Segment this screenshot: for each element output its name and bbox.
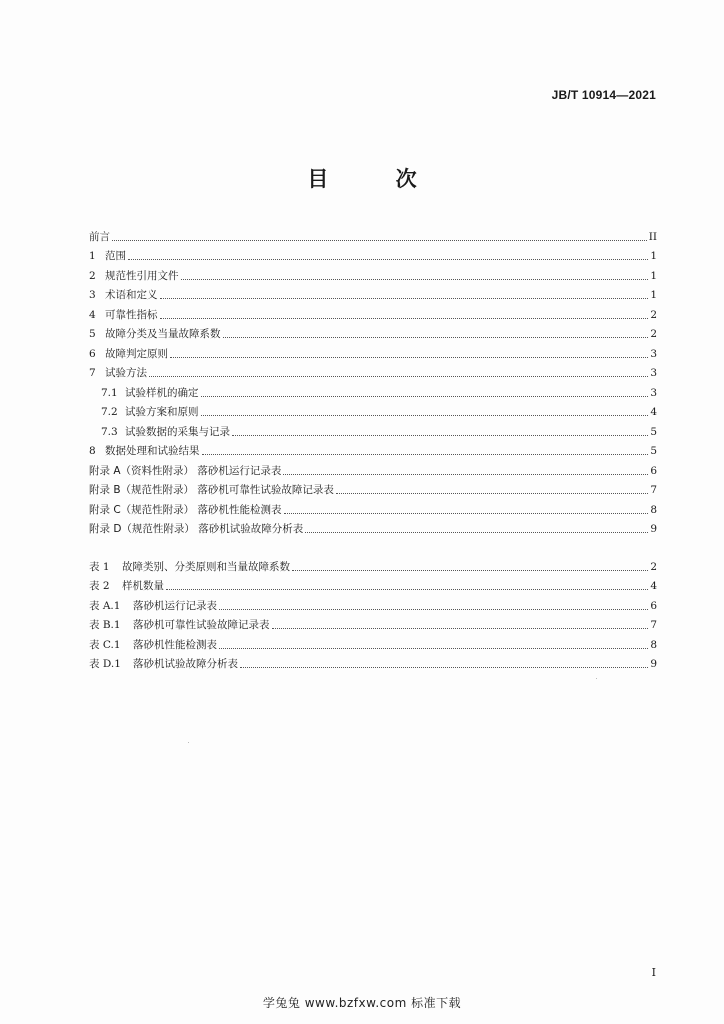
toc-entry-label: 术语和定义 [105,289,158,301]
toc-table-c1[interactable] [89,632,657,652]
toc-leader-dots [272,627,649,629]
toc-entry-label: 可靠性指标 [105,308,158,321]
toc-entry-label: 故障类别、分类原则和当量故障系数 [122,560,290,573]
toc-entry-page: 8 [650,638,657,651]
toc-table-d1[interactable] [89,652,657,672]
toc-entry-page: 1 [650,289,657,301]
toc-entry-page: 3 [650,367,657,379]
page-number: I [651,966,656,979]
toc-entry-page: 6 [650,464,657,477]
toc-leader-dots [240,666,648,668]
toc-entry-label: 附录 D（规范性附录） 落砂机试验故障分析表 [89,523,304,535]
toc-entry-page: 9 [650,523,657,535]
toc-entry-3[interactable] [89,283,657,303]
toc-leader-dots [336,492,648,494]
toc-leader-dots [284,512,649,514]
toc-entry-label: 试验样机的确定 [125,386,199,399]
standard-code: JB/T 10914—2021 [551,88,656,102]
toc-entry-label: 试验数据的采集与记录 [125,425,230,438]
toc-leader-dots [232,434,648,436]
toc-entry-page: 5 [650,445,657,457]
scan-speck [596,678,597,679]
toc-leader-dots [160,297,649,299]
toc-entry-2[interactable] [89,263,657,283]
toc-tables [89,554,657,671]
toc-entry-number: 3 [89,289,96,301]
toc-entry-label: 范围 [105,250,126,262]
toc-table-a1[interactable] [89,593,657,613]
toc-entry-7-2[interactable] [89,400,657,420]
toc-table-2[interactable] [89,574,657,594]
page-title: 目 次 [307,167,447,191]
toc-entry-number: 1 [89,250,96,262]
toc-entry-page: 2 [650,328,657,340]
toc-leader-dots [181,278,649,280]
toc-entry-page: 5 [650,425,657,438]
toc-entry-number: 表 B.1 [89,619,121,631]
toc-leader-dots [166,588,648,590]
toc-entry-page: 6 [650,599,657,612]
toc-entry-label: 附录 A（资料性附录） 落砂机运行记录表 [89,464,282,477]
toc-entry-number: 表 2 [89,580,110,592]
toc-leader-dots [219,647,648,649]
scan-speck [188,742,189,743]
toc-entry-5[interactable] [89,322,657,342]
table-of-contents [89,224,657,671]
toc-leader-dots [219,608,648,610]
toc-table-1[interactable] [89,554,657,574]
site-watermark: 学兔兔 www.bzfxw.com 标准下载 [262,996,462,1010]
toc-entry-page: 8 [650,503,657,516]
toc-entry-page: 1 [650,250,657,262]
toc-entry-number: 7.1 [101,386,118,399]
toc-entry-label: 落砂机性能检测表 [133,638,217,651]
toc-entry-number: 6 [89,347,96,360]
toc-entry-appendix-c[interactable] [89,497,657,517]
toc-entry-appendix-d[interactable] [89,517,657,537]
toc-entry-page: 2 [650,560,657,573]
toc-leader-dots [292,569,648,571]
toc-chapters [89,224,657,536]
toc-entry-page: 3 [650,347,657,360]
toc-entry-7[interactable] [89,361,657,381]
toc-entry-label: 故障分类及当量故障系数 [105,328,221,340]
toc-entry-label: 数据处理和试验结果 [105,445,200,457]
toc-entry-number: 7.2 [101,406,118,418]
toc-entry-number: 7.3 [101,425,118,438]
toc-entry-page: 1 [650,269,657,282]
toc-leader-dots [149,375,648,377]
toc-entry-4[interactable] [89,302,657,322]
toc-entry-label: 落砂机可靠性试验故障记录表 [133,619,270,631]
toc-entry-label: 落砂机运行记录表 [133,599,217,612]
toc-leader-dots [201,414,649,416]
toc-entry-label: 附录 B（规范性附录） 落砂机可靠性试验故障记录表 [89,484,334,496]
toc-entry-number: 8 [89,445,96,457]
toc-entry-page: 7 [650,484,657,496]
toc-entry-foreword[interactable] [89,224,657,244]
toc-entry-label: 前言 [89,230,110,243]
toc-leader-dots [223,336,649,338]
toc-entry-label: 附录 C（规范性附录） 落砂机性能检测表 [89,503,282,516]
toc-entry-page: II [648,230,657,243]
toc-entry-page: 2 [650,308,657,321]
toc-entry-label: 样机数量 [122,580,164,592]
toc-leader-dots [160,317,649,319]
toc-entry-7-1[interactable] [89,380,657,400]
toc-entry-label: 规范性引用文件 [105,269,179,282]
toc-entry-label: 试验方案和原则 [125,406,199,418]
toc-entry-number: 表 A.1 [89,599,121,612]
toc-entry-label: 试验方法 [105,367,147,379]
toc-entry-label: 故障判定原则 [105,347,168,360]
toc-entry-number: 表 C.1 [89,638,121,651]
toc-leader-dots [128,258,648,260]
toc-leader-dots [305,531,648,533]
toc-entry-number: 5 [89,328,96,340]
toc-entry-appendix-a[interactable] [89,458,657,478]
toc-entry-number: 表 1 [89,560,110,573]
toc-entry-number: 2 [89,269,96,282]
toc-leader-dots [202,453,649,455]
toc-entry-page: 9 [650,658,657,670]
toc-entry-label: 落砂机试验故障分析表 [133,658,238,670]
toc-entry-number: 表 D.1 [89,658,121,670]
toc-entry-page: 7 [650,619,657,631]
toc-entry-6[interactable] [89,341,657,361]
toc-entry-number: 7 [89,367,96,379]
toc-leader-dots [283,473,648,475]
toc-table-b1[interactable] [89,613,657,633]
toc-entry-page: 3 [650,386,657,399]
toc-entry-page: 4 [650,406,657,418]
toc-entry-page: 4 [650,580,657,592]
toc-leader-dots [201,395,649,397]
toc-entry-appendix-b[interactable] [89,478,657,498]
toc-entry-number: 4 [89,308,96,321]
toc-leader-dots [170,356,648,358]
toc-entry-1[interactable] [89,244,657,264]
toc-leader-dots [112,239,647,241]
toc-entry-7-3[interactable] [89,419,657,439]
toc-entry-8[interactable] [89,439,657,459]
